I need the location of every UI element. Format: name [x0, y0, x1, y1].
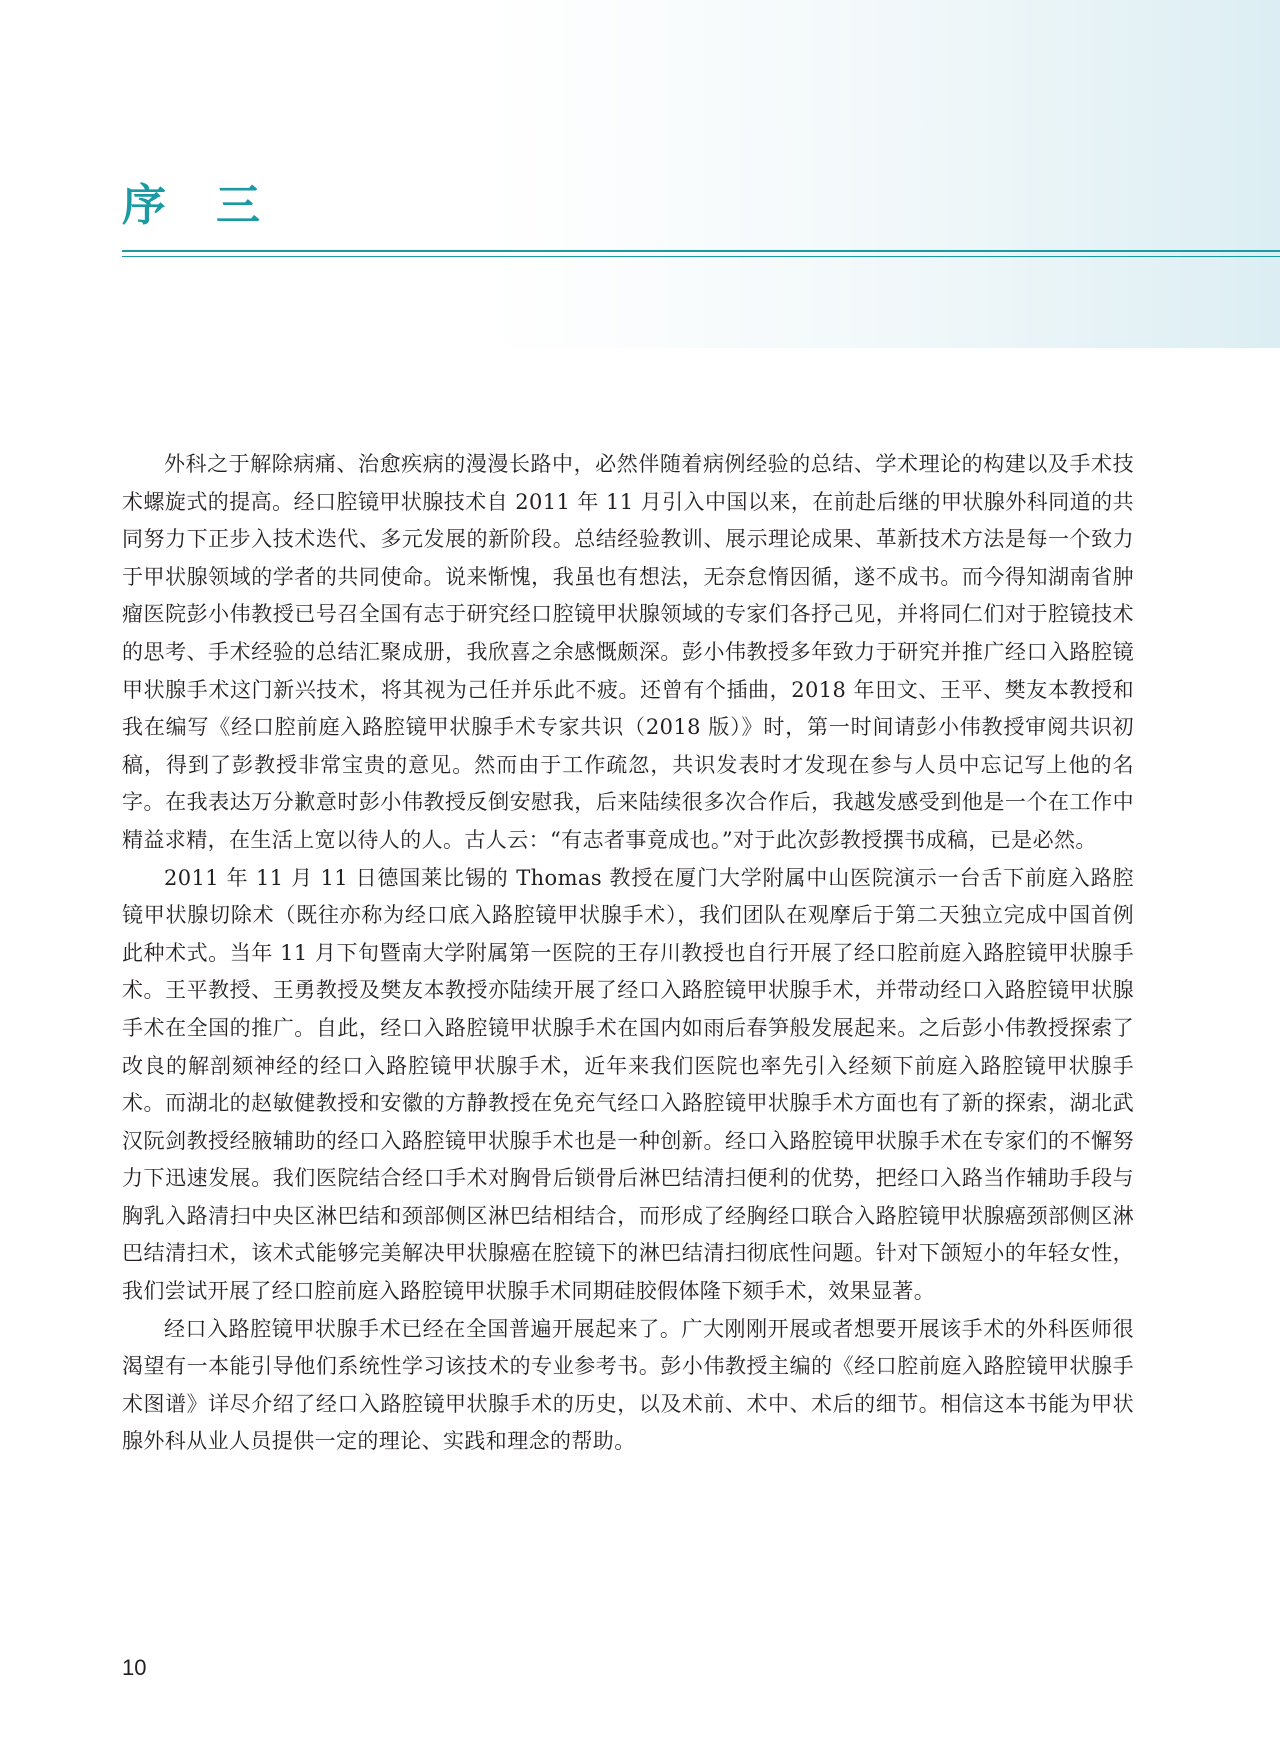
body-text — [122, 446, 1134, 1461]
chapter-title: 序三 — [122, 180, 310, 231]
title-rule-thin — [122, 256, 1280, 257]
paragraph-3: 经口入路腔镜甲状腺手术已经在全国普遍开展起来了。广大刚刚开展或者想要开展该手术的外科医师很渴望有一本能引导他们系统性学习该技术的专业参考书。彭小伟教授主编的《经口腔前庭入路腔镜甲状腺手术图谱》详尽介绍了经口入路腔镜甲状腺手术的历史，以及术前、术中、术后的细节。相信这本书能为甲状腺外科从业人员提供一定的理论、实践和理念的帮助。 — [122, 1316, 1134, 1454]
header-band — [0, 0, 1280, 348]
page-number: 10 — [122, 1655, 147, 1680]
paragraph-1: 外科之于解除病痛、治愈疾病的漫漫长路中，必然伴随着病例经验的总结、学术理论的构建以及手术技术螺旋式的提高。经口腔镜甲状腺技术自 2011 年 11 月引入中国以来，在前赴后继的甲状腺外科同道的共同努力下正步入技术迭代、多元发展的新阶段。总结经验教训、展示理论成果、革新技术方法是每一个致力于甲状腺领域的学者的共同使命。说来惭愧，我虽也有想法，无奈怠惰因循，遂不成书。而今得知湖南省肿瘤医院彭小伟教授已号召全国有志于研究经口腔镜甲状腺领域的专家们各抒己见，并将同仁们对于腔镜技术的思考、手术经验的总结汇聚成册，我欣喜之余感慨颇深。彭小伟教授多年致力于研究并推广经口入路腔镜甲状腺手术这门新兴技术，将其视为己任并乐此不疲。还曾有个插曲，2018 年田文、王平、樊友本教授和我在编写《经口腔前庭入路腔镜甲状腺手术专家共识（2018 版）》时，第一时间请彭小伟教授审阅共识初稿，得到了彭教授非常宝贵的意见。然而由于工作疏忽，共识发表时才发现在参与人员中忘记写上他的名字。在我表达万分歉意时彭小伟教授反倒安慰我，后来陆续很多次合作后，我越发感受到他是一个在工作中精益求精，在生活上宽以待人的人。古人云：“有志者事竟成也。”对于此次彭教授撰书成稿，已是必然。 — [122, 452, 1134, 852]
paragraph-2: 2011 年 11 月 11 日德国莱比锡的 Thomas 教授在厦门大学附属中山医院演示一台舌下前庭入路腔镜甲状腺切除术（既往亦称为经口底入路腔镜甲状腺手术），我们团队在观摩后于第二天独立完成中国首例此种术式。当年 11 月下旬暨南大学附属第一医院的王存川教授也自行开展了经口腔前庭入路腔镜甲状腺手术。王平教授、王勇教授及樊友本教授亦陆续开展了经口入路腔镜甲状腺手术，并带动经口入路腔镜甲状腺手术在全国的推广。自此，经口入路腔镜甲状腺手术在国内如雨后春笋般发展起来。之后彭小伟教授探索了改良的解剖颏神经的经口入路腔镜甲状腺手术，近年来我们医院也率先引入经颏下前庭入路腔镜甲状腺手术。而湖北的赵敏健教授和安徽的方静教授在免充气经口入路腔镜甲状腺手术方面也有了新的探索，湖北武汉阮剑教授经腋辅助的经口入路腔镜甲状腺手术也是一种创新。经口入路腔镜甲状腺手术在专家们的不懈努力下迅速发展。我们医院结合经口手术对胸骨后锁骨后淋巴结清扫便利的优势，把经口入路当作辅助手段与胸乳入路清扫中央区淋巴结和颈部侧区淋巴结相结合，而形成了经胸经口联合入路腔镜甲状腺癌颈部侧区淋巴结清扫术，该术式能够完美解决甲状腺癌在腔镜下的淋巴结清扫彻底性问题。针对下颌短小的年轻女性，我们尝试开展了经口腔前庭入路腔镜甲状腺手术同期硅胶假体隆下颏手术，效果显著。 — [122, 865, 1134, 1304]
title-rule-thick — [122, 250, 1280, 252]
